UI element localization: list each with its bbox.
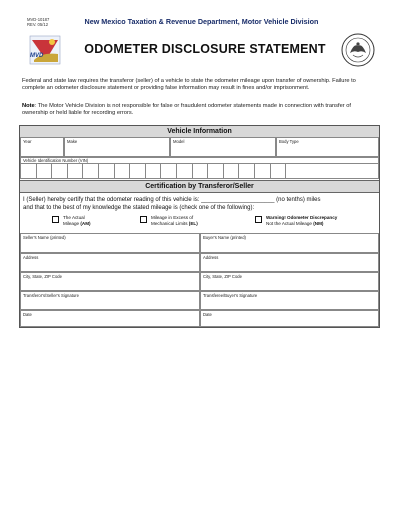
certification-instruction: and that to the best of my knowledge the stated mileage is (check one of the following): — [23, 204, 255, 211]
buyer-name-label: Buyer's Name (printed) — [203, 235, 246, 240]
actual-mileage-checkbox[interactable] — [52, 216, 59, 223]
vin-box[interactable] — [193, 164, 209, 178]
option-line: Mileage in Excess of — [151, 215, 194, 220]
option-line-2 — [151, 221, 198, 227]
vin-box[interactable] — [239, 164, 255, 178]
mvd-logo — [28, 30, 64, 68]
seller-date-label: Date — [23, 312, 32, 317]
seller-signature-field[interactable] — [20, 291, 200, 310]
actual-mileage-option — [63, 215, 91, 226]
seller-city-label: City, State, ZIP Code — [23, 274, 62, 279]
vin-box[interactable] — [83, 164, 99, 178]
form-number-line: MVD-10187 — [27, 17, 50, 22]
vin-box[interactable] — [208, 164, 224, 178]
option-text: Mechanical Limits — [151, 220, 188, 226]
vin-box[interactable] — [146, 164, 162, 178]
seller-address-field[interactable] — [20, 253, 200, 272]
option-code: (NM) — [313, 220, 324, 226]
warning-text: Warning! Odometer Discrepancy — [266, 215, 338, 220]
page-title: ODOMETER DISCLOSURE STATEMENT — [84, 42, 326, 56]
option-line: The Actual — [63, 215, 85, 220]
make-field[interactable] — [64, 137, 170, 157]
buyer-city-label: City, State, ZIP Code — [203, 274, 242, 279]
year-field[interactable] — [20, 137, 64, 157]
vin-label: Vehicle Identification Number (VIN) — [23, 158, 89, 163]
form-container — [19, 125, 380, 328]
vin-box[interactable] — [224, 164, 240, 178]
not-actual-mileage-checkbox[interactable] — [255, 216, 262, 223]
buyer-date-field[interactable] — [200, 310, 379, 327]
make-label: Make — [67, 139, 78, 144]
vin-box[interactable] — [161, 164, 177, 178]
body-type-label: Body Type — [279, 139, 299, 144]
vin-box[interactable] — [68, 164, 84, 178]
vin-box[interactable] — [52, 164, 68, 178]
form-number — [27, 17, 49, 27]
seller-address-label: Address — [23, 255, 39, 260]
vin-box[interactable] — [37, 164, 53, 178]
form-revision-line: REV. 05/12 — [27, 22, 49, 27]
excess-limits-option — [151, 215, 198, 226]
vin-box[interactable] — [130, 164, 146, 178]
model-label: Model — [173, 139, 185, 144]
state-seal-icon — [341, 33, 375, 67]
intro-paragraph: Federal and state law requires the transferor (seller) of a vehicle to state the odometer mileage upon transfer of ownership. Failure to complete an odometer disclosure statement or providing false information may result in fines and/or imprisonment. — [22, 78, 356, 92]
seller-name-field[interactable] — [20, 233, 200, 253]
vin-box[interactable] — [115, 164, 131, 178]
buyer-address-field[interactable] — [200, 253, 379, 272]
note-label: Note — [22, 103, 35, 109]
vin-box[interactable] — [255, 164, 271, 178]
option-text: Mileage — [63, 220, 80, 226]
note-text: : The Motor Vehicle Division is not responsible for false or fraudulent odometer statements made in connection with transfer of ownership or held liable for recording errors. — [22, 103, 351, 117]
vin-box[interactable] — [177, 164, 193, 178]
option-code: (AM) — [80, 220, 91, 226]
buyer-date-label: Date — [203, 312, 212, 317]
option-line-2 — [63, 221, 91, 227]
seller-city-field[interactable] — [20, 272, 200, 291]
option-code: (EL) — [188, 220, 198, 226]
logo-text: MVD — [30, 53, 44, 59]
option-line-2 — [266, 221, 337, 227]
certification-statement: I (Seller) hereby certify that the odometer reading of this vehicle is: ______________________ (no tenths) miles — [23, 197, 321, 203]
vin-box[interactable] — [271, 164, 287, 178]
option-text: Not the Actual Mileage — [266, 220, 312, 226]
buyer-signature-label: Transferee/Buyer's Signature — [203, 293, 258, 298]
body-type-field[interactable] — [276, 137, 379, 157]
vin-field[interactable] — [20, 163, 379, 179]
certification-header: Certification by Transferor/Seller — [20, 180, 379, 193]
buyer-address-label: Address — [203, 255, 219, 260]
seller-signature-label: Transferor's/Seller's Signature — [23, 293, 79, 298]
buyer-name-field[interactable] — [200, 233, 379, 253]
buyer-signature-field[interactable] — [200, 291, 379, 310]
buyer-city-field[interactable] — [200, 272, 379, 291]
department-name: New Mexico Taxation & Revenue Department, Motor Vehicle Division — [84, 17, 319, 26]
note-paragraph — [22, 103, 378, 117]
excess-limits-checkbox[interactable] — [140, 216, 147, 223]
vehicle-info-header: Vehicle Information — [20, 126, 379, 138]
vin-box[interactable] — [99, 164, 115, 178]
year-label: Year — [23, 139, 32, 144]
vin-box[interactable] — [21, 164, 37, 178]
seller-date-field[interactable] — [20, 310, 200, 327]
seller-name-label: Seller's Name (printed) — [23, 235, 66, 240]
not-actual-mileage-option — [266, 215, 337, 226]
model-field[interactable] — [170, 137, 276, 157]
